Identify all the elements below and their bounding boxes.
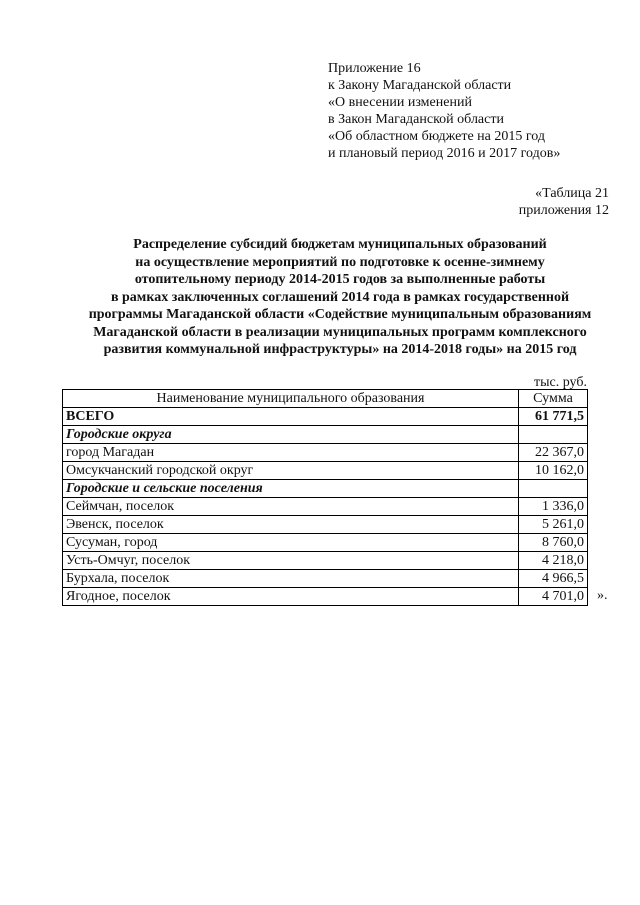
table-row	[63, 552, 588, 570]
header-municipality: Наименование муниципального образования	[63, 390, 519, 408]
table-row	[63, 570, 588, 588]
title-line: на осуществление мероприятий по подготовке к осенне-зимнему	[135, 254, 545, 270]
table-row	[63, 516, 588, 534]
table-row	[63, 498, 588, 516]
row-name: город Магадан	[63, 444, 519, 462]
closing-quote: ».	[597, 588, 608, 603]
row-sum: 4 218,0	[519, 552, 588, 570]
group-name: Городские округа	[63, 426, 519, 444]
row-sum	[519, 480, 588, 498]
row-sum: 5 261,0	[519, 516, 588, 534]
title-line: Распределение субсидий бюджетам муниципальных образований	[133, 237, 547, 252]
appendix-header	[328, 60, 560, 162]
title-line: программы Магаданской области «Содействие муниципальным образованиям	[88, 307, 592, 322]
row-sum	[519, 426, 588, 444]
row-name: Омсукчанский городской округ	[63, 462, 519, 480]
row-name: ВСЕГО	[63, 408, 519, 426]
row-sum: 10 162,0	[519, 462, 588, 480]
header-sum: Сумма	[519, 390, 588, 408]
row-sum: 61 771,5	[519, 408, 588, 426]
row-name: Бурхала, поселок	[63, 570, 519, 588]
appendix-line: «Об областном бюджете на 2015 год	[328, 129, 545, 144]
row-sum: 1 336,0	[519, 498, 588, 516]
row-name: Сусуман, город	[63, 534, 519, 552]
table-header-row	[63, 390, 588, 408]
row-name: Усть-Омчуг, поселок	[63, 552, 519, 570]
unit-label: тыс. руб.	[534, 375, 587, 390]
title-line: развития коммунальной инфраструктуры» на 2014-2018 годы» на 2015 год	[103, 342, 577, 357]
row-sum: 4 701,0	[519, 588, 588, 606]
table-row	[63, 444, 588, 462]
row-name: Эвенск, поселок	[63, 516, 519, 534]
document-title	[40, 236, 640, 359]
title-line: отопительному периоду 2014-2015 годов за выполненные работы	[134, 272, 546, 287]
row-sum: 8 760,0	[519, 534, 588, 552]
appendix-line: Приложение 16	[328, 61, 421, 76]
table-row	[63, 534, 588, 552]
table-reference-line: «Таблица 21	[535, 186, 609, 201]
appendix-line: «О внесении изменений	[328, 95, 472, 110]
row-sum: 22 367,0	[519, 444, 588, 462]
row-name: Ягодное, поселок	[63, 588, 519, 606]
table-row	[63, 462, 588, 480]
appendix-line: в Закон Магаданской области	[328, 112, 504, 127]
appendix-line: к Закону Магаданской области	[328, 78, 512, 93]
group-name: Городские и сельские поселения	[63, 480, 519, 498]
table-reference-line: приложения 12	[518, 203, 609, 218]
group-row	[63, 480, 588, 498]
title-line: Магаданской области в реализации муниципальных программ комплексного	[93, 324, 587, 340]
table-row	[63, 588, 588, 606]
group-row	[63, 426, 588, 444]
title-line: в рамках заключенных соглашений 2014 года в рамках государственной	[110, 289, 570, 305]
row-name: Сеймчан, поселок	[63, 498, 519, 516]
row-sum: 4 966,5	[519, 570, 588, 588]
appendix-line: и плановый период 2016 и 2017 годов»	[328, 146, 561, 161]
subsidies-table	[62, 389, 588, 606]
total-row	[63, 408, 588, 426]
table-reference	[519, 185, 609, 219]
